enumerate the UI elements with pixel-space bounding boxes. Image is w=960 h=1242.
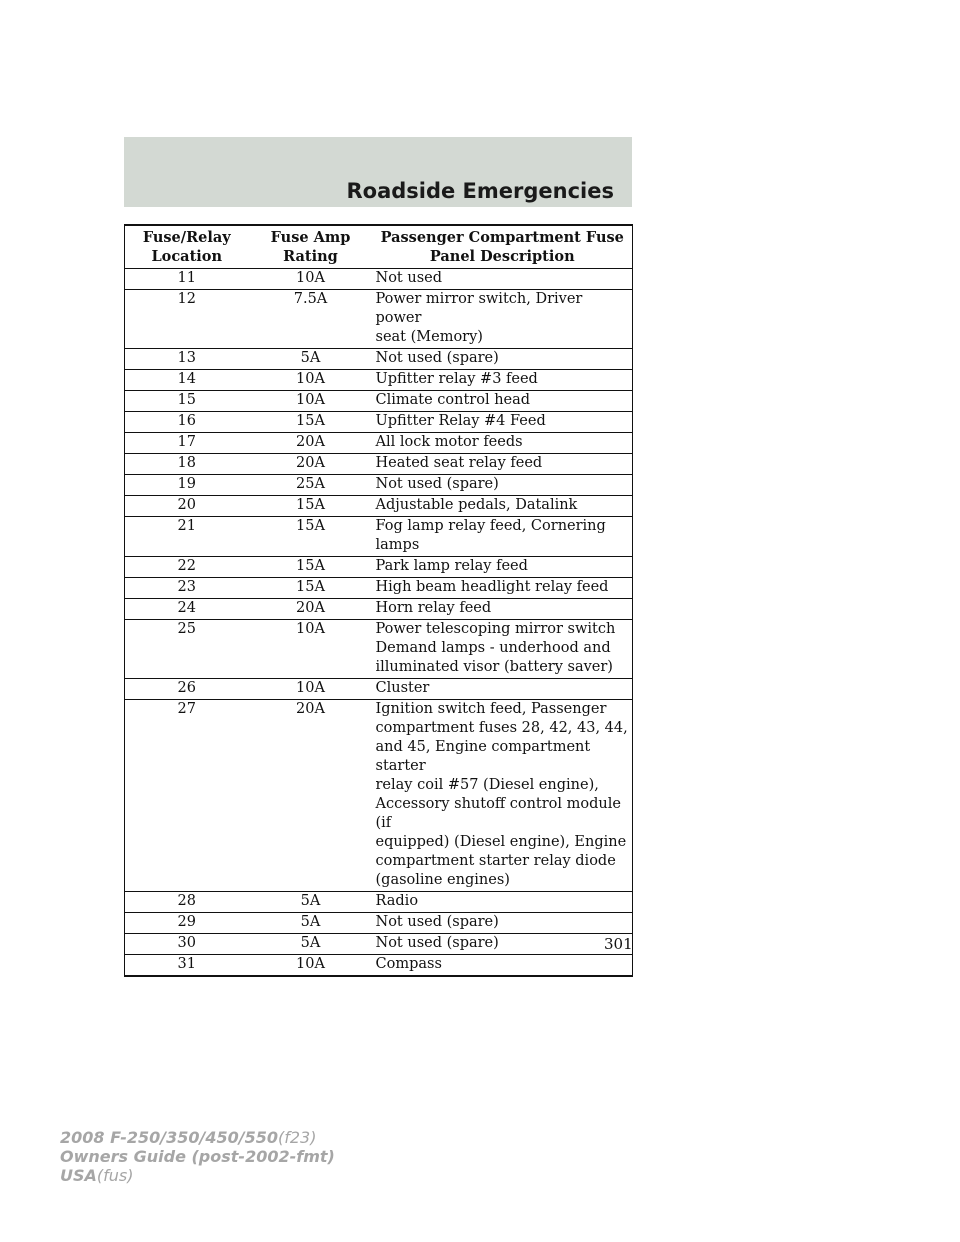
fuse-location-cell: 14 xyxy=(125,370,249,391)
description-line: (gasoline engines) xyxy=(375,872,510,888)
fuse-location-cell: 17 xyxy=(125,433,249,454)
header-line: Rating xyxy=(283,248,338,265)
description-line: illuminated visor (battery saver) xyxy=(375,659,613,675)
description-line: seat (Memory) xyxy=(375,329,483,345)
description-line: and 45, Engine compartment starter xyxy=(375,739,591,774)
fuse-location-cell: 30 xyxy=(125,934,249,955)
fuse-description-cell xyxy=(373,599,633,620)
fuse-description-cell xyxy=(373,557,633,578)
footer-line xyxy=(60,1147,335,1166)
description-line: compartment fuses 28, 42, 43, 44, xyxy=(375,720,628,736)
table-row xyxy=(125,599,633,620)
fuse-rating-cell: 5A xyxy=(249,934,373,955)
fuse-description-cell xyxy=(373,349,633,370)
fuse-description-cell xyxy=(373,679,633,700)
description-line: Not used (spare) xyxy=(375,476,499,492)
fuse-location-cell: 20 xyxy=(125,496,249,517)
header-line: Location xyxy=(151,248,222,265)
table-row xyxy=(125,349,633,370)
table-row xyxy=(125,892,633,913)
fuse-rating-cell: 5A xyxy=(249,913,373,934)
fuse-description-cell xyxy=(373,913,633,934)
description-line: Power telescoping mirror switch xyxy=(375,621,616,637)
header-line: Fuse Amp xyxy=(270,229,351,246)
description-line: Not used (spare) xyxy=(375,935,499,951)
footer-market: USA xyxy=(60,1166,97,1185)
fuse-location-cell: 28 xyxy=(125,892,249,913)
fuse-rating-cell: 25A xyxy=(249,475,373,496)
description-line: Upfitter Relay #4 Feed xyxy=(375,413,546,429)
description-line: Power mirror switch, Driver power xyxy=(375,291,583,326)
footer-code: (f23) xyxy=(278,1128,317,1147)
header-line: Fuse/Relay xyxy=(142,229,231,246)
document-footer xyxy=(60,1128,335,1185)
fuse-description-cell xyxy=(373,578,633,599)
fuse-description-cell xyxy=(373,433,633,454)
header-fuse-relay-location xyxy=(125,225,249,269)
description-line: Not used xyxy=(375,270,442,286)
fuse-rating-cell: 15A xyxy=(249,412,373,433)
description-line: Horn relay feed xyxy=(375,600,492,616)
description-line: High beam headlight relay feed xyxy=(375,579,609,595)
table-row xyxy=(125,578,633,599)
fuse-location-cell: 24 xyxy=(125,599,249,620)
fuse-rating-cell: 7.5A xyxy=(249,290,373,349)
table-row xyxy=(125,934,633,955)
description-line: All lock motor feeds xyxy=(375,434,523,450)
table-row xyxy=(125,496,633,517)
fuse-location-cell: 21 xyxy=(125,517,249,557)
fuse-rating-cell: 20A xyxy=(249,454,373,475)
table-row xyxy=(125,913,633,934)
footer-model: 2008 F-250/350/450/550 xyxy=(60,1128,278,1147)
table-row xyxy=(125,412,633,433)
fuse-location-cell: 19 xyxy=(125,475,249,496)
fuse-rating-cell: 15A xyxy=(249,557,373,578)
description-line: Climate control head xyxy=(375,392,531,408)
description-line: Not used (spare) xyxy=(375,914,499,930)
fuse-description-cell xyxy=(373,475,633,496)
fuse-rating-cell: 20A xyxy=(249,433,373,454)
fuse-rating-cell: 20A xyxy=(249,700,373,892)
fuse-description-cell xyxy=(373,391,633,412)
fuse-location-cell: 26 xyxy=(125,679,249,700)
fuse-rating-cell: 5A xyxy=(249,349,373,370)
fuse-rating-cell: 10A xyxy=(249,391,373,412)
fuse-location-cell: 25 xyxy=(125,620,249,679)
description-line: Demand lamps - underhood and xyxy=(375,640,611,656)
fuse-description-cell xyxy=(373,496,633,517)
table-row xyxy=(125,391,633,412)
description-line: Radio xyxy=(375,893,419,909)
footer-code: (fus) xyxy=(96,1166,134,1185)
description-line: Cluster xyxy=(375,680,430,696)
fuse-rating-cell: 15A xyxy=(249,496,373,517)
fuse-description-cell xyxy=(373,269,633,290)
fuse-rating-cell: 5A xyxy=(249,892,373,913)
fuse-description-cell xyxy=(373,620,633,679)
footer-line xyxy=(60,1128,335,1147)
fuse-location-cell: 13 xyxy=(125,349,249,370)
fuse-rating-cell: 10A xyxy=(249,269,373,290)
table-row xyxy=(125,290,633,349)
table-row xyxy=(125,433,633,454)
header-panel-description xyxy=(373,225,633,269)
table-header-row xyxy=(125,225,633,269)
fuse-location-cell: 16 xyxy=(125,412,249,433)
fuse-location-cell: 29 xyxy=(125,913,249,934)
description-line: Fog lamp relay feed, Cornering xyxy=(375,518,606,534)
fuse-location-cell: 23 xyxy=(125,578,249,599)
fuse-location-cell: 11 xyxy=(125,269,249,290)
footer-guide: Owners Guide (post-2002-fmt) xyxy=(60,1147,335,1166)
fuse-description-cell xyxy=(373,370,633,391)
fuse-rating-cell: 15A xyxy=(249,578,373,599)
table-row xyxy=(125,679,633,700)
table-row xyxy=(125,475,633,496)
description-line: Compass xyxy=(375,956,442,972)
fuse-rating-cell: 10A xyxy=(249,955,373,977)
footer-line xyxy=(60,1166,335,1185)
description-line: lamps xyxy=(375,537,420,553)
table-row xyxy=(125,517,633,557)
fuse-location-cell: 27 xyxy=(125,700,249,892)
table-row xyxy=(125,700,633,892)
fuse-description-cell xyxy=(373,892,633,913)
fuse-rating-cell: 10A xyxy=(249,679,373,700)
description-line: Accessory shutoff control module (if xyxy=(375,796,621,831)
table-row xyxy=(125,370,633,391)
description-line: relay coil #57 (Diesel engine), xyxy=(375,777,599,793)
fuse-rating-cell: 15A xyxy=(249,517,373,557)
page-number: 301 xyxy=(604,935,633,953)
fuse-description-cell xyxy=(373,412,633,433)
table-row xyxy=(125,454,633,475)
fuse-rating-cell: 10A xyxy=(249,370,373,391)
fuse-location-cell: 12 xyxy=(125,290,249,349)
description-line: Heated seat relay feed xyxy=(375,455,543,471)
description-line: Park lamp relay feed xyxy=(375,558,528,574)
description-line: Upfitter relay #3 feed xyxy=(375,371,538,387)
fuse-rating-cell: 10A xyxy=(249,620,373,679)
fuse-description-cell xyxy=(373,517,633,557)
fuse-location-cell: 31 xyxy=(125,955,249,977)
header-fuse-amp-rating xyxy=(249,225,373,269)
fuse-description-cell xyxy=(373,454,633,475)
fuse-location-cell: 22 xyxy=(125,557,249,578)
table-row xyxy=(125,557,633,578)
section-header-band xyxy=(124,137,632,207)
section-title: Roadside Emergencies xyxy=(346,179,614,203)
fuse-rating-cell: 20A xyxy=(249,599,373,620)
fuse-description-cell xyxy=(373,955,633,977)
header-line: Panel Description xyxy=(429,248,575,265)
table-row xyxy=(125,620,633,679)
fuse-table xyxy=(124,224,633,977)
description-line: Not used (spare) xyxy=(375,350,499,366)
table-row xyxy=(125,269,633,290)
fuse-description-cell xyxy=(373,934,633,955)
fuse-description-cell xyxy=(373,290,633,349)
description-line: equipped) (Diesel engine), Engine xyxy=(375,834,627,850)
description-line: Adjustable pedals, Datalink xyxy=(375,497,578,513)
header-line: Passenger Compartment Fuse xyxy=(380,229,624,246)
fuse-table-body xyxy=(125,269,633,977)
description-line: compartment starter relay diode xyxy=(375,853,616,869)
fuse-location-cell: 18 xyxy=(125,454,249,475)
table-row xyxy=(125,955,633,977)
description-line: Ignition switch feed, Passenger xyxy=(375,701,607,717)
fuse-description-cell xyxy=(373,700,633,892)
fuse-location-cell: 15 xyxy=(125,391,249,412)
